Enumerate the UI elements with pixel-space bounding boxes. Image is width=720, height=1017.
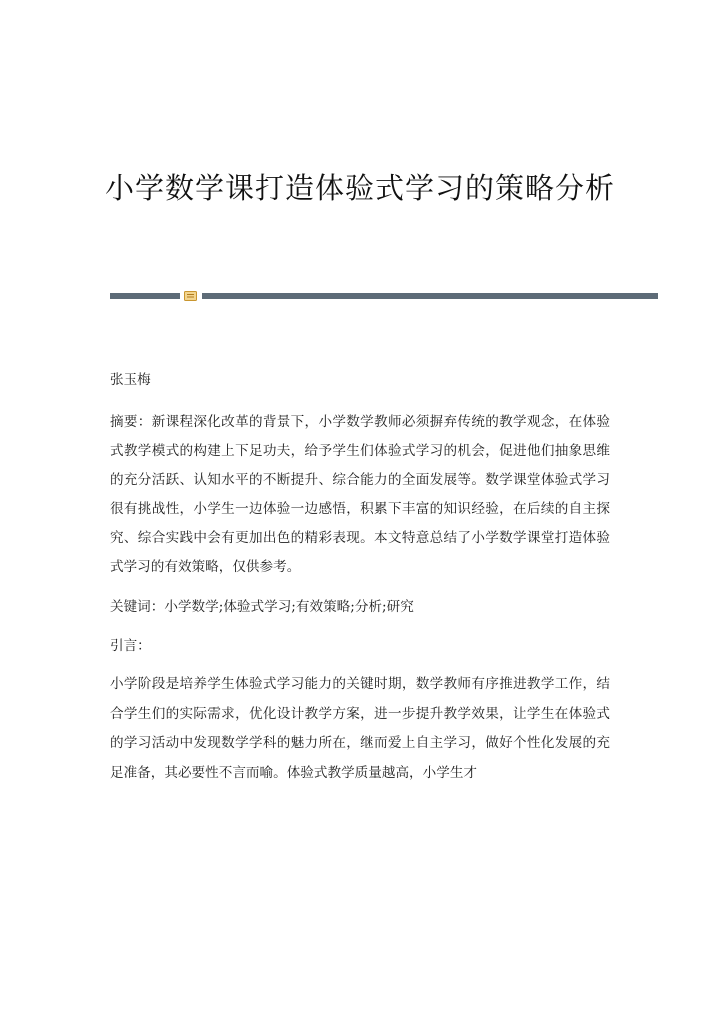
title-divider [110, 292, 658, 300]
document-body [110, 366, 610, 788]
document-icon [184, 291, 197, 301]
divider-bar-right [202, 293, 658, 299]
abstract-paragraph: 摘要：新课程深化改革的背景下，小学数学教师必须摒弃传统的教学观念，在体验式教学模式的构建上下足功夫，给予学生们体验式学习的机会，促进他们抽象思维的充分活跃、认知水平的不断提升、综合能力的全面发展等。数学课堂体验式学习很有挑战性，小学生一边体验一边感悟，积累下丰富的知识经验，在后续的自主探究、综合实践中会有更加出色的精彩表现。本文特意总结了小学数学课堂打造体验式学习的有效策略，仅供参考。 [110, 414, 610, 575]
divider-bar-left [110, 293, 180, 299]
intro-heading: 引言： [110, 638, 151, 654]
keywords-line: 关键词：小学数学;体验式学习;有效策略;分析;研究 [110, 599, 414, 615]
document-title: 小学数学课打造体验式学习的策略分析 [104, 171, 615, 205]
body-paragraph: 小学阶段是培养学生体验式学习能力的关键时期，数学教师有序推进教学工作，结合学生们的实际需求，优化设计教学方案，进一步提升教学效果，让学生在体验式的学习活动中发现数学学科的魅力所在，继而爱上自主学习，做好个性化发展的充足准备，其必要性不言而喻。体验式教学质量越高，小学生才 [110, 676, 610, 781]
author-name: 张玉梅 [110, 372, 151, 388]
